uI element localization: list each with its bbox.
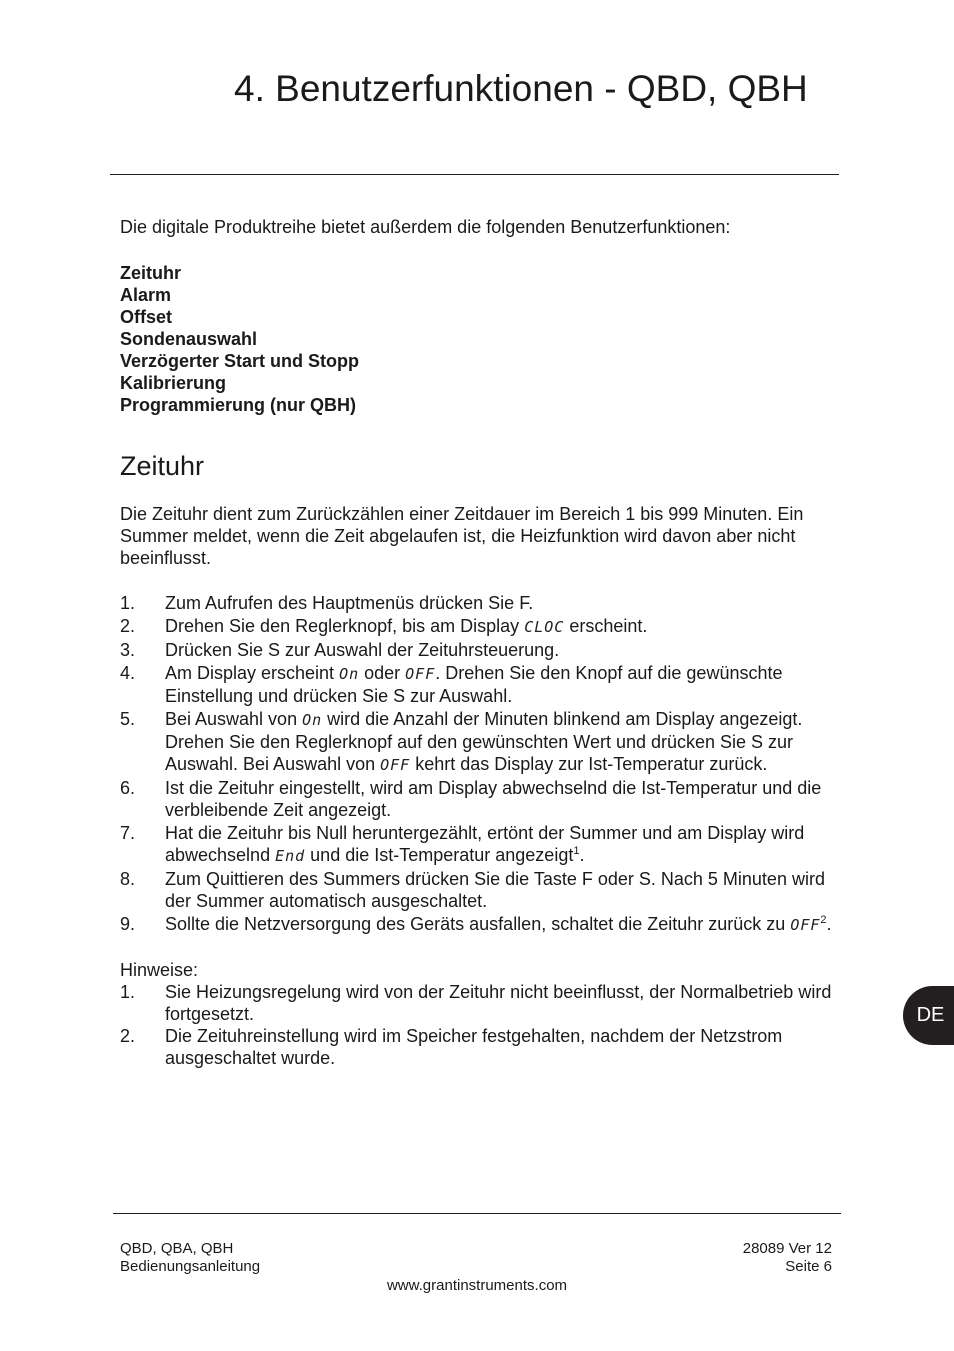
feature-item: Programmierung (nur QBH)	[120, 395, 357, 415]
notes-label: Hinweise:	[120, 960, 199, 980]
note-item	[120, 981, 840, 1025]
lcd-off-display: OFF	[380, 756, 411, 774]
step-item	[120, 708, 840, 776]
footer-doc-type: Bedienungsanleitung	[120, 1258, 261, 1275]
feature-item: Alarm	[120, 285, 172, 305]
step-text: .	[826, 914, 832, 934]
step-item	[120, 913, 840, 936]
step-number: 1.	[120, 593, 136, 613]
step-number: 5.	[120, 709, 136, 729]
step-text: Zum Aufrufen des Hauptmenüs drücken Sie F.	[165, 593, 534, 613]
steps-list	[120, 592, 840, 936]
lcd-off-display: OFF	[790, 916, 821, 934]
step-text: Bei Auswahl von	[165, 709, 303, 729]
note-text: Sie Heizungsregelung wird von der Zeituhr nicht beeinflusst, der Normalbetrieb wird fortgesetzt.	[165, 982, 832, 1024]
step-text: und die Ist-Temperatur angezeigt	[305, 845, 574, 865]
footer-right	[743, 1240, 832, 1276]
step-text: .	[579, 845, 585, 865]
step-item	[120, 592, 840, 614]
footer-page-number: Seite 6	[785, 1258, 832, 1275]
footnote-marker: 2	[820, 914, 827, 926]
note-text: Die Zeituhreinstellung wird im Speicher festgehalten, nachdem der Netzstrom ausgeschaltet wurde.	[165, 1026, 783, 1068]
lcd-on-display: On	[339, 665, 360, 683]
footer-left	[120, 1240, 260, 1276]
lcd-on-display: On	[302, 711, 323, 729]
footer-product: QBD, QBA, QBH	[120, 1240, 234, 1257]
footer-website[interactable]: www.grantinstruments.com	[386, 1277, 568, 1294]
note-number: 2.	[120, 1026, 136, 1046]
step-text: Sollte die Netzversorgung des Geräts ausfallen, schaltet die Zeituhr zurück zu	[165, 914, 791, 934]
step-text: Ist die Zeituhr eingestellt, wird am Display abwechselnd die Ist-Temperatur und die verbleibende Zeit angezeigt.	[165, 778, 822, 820]
footnote-marker: 1	[573, 845, 580, 857]
step-number: 9.	[120, 914, 136, 934]
step-item	[120, 639, 840, 661]
lcd-end-display: End	[275, 847, 306, 865]
feature-item: Offset	[120, 307, 173, 327]
header-divider	[110, 174, 839, 175]
step-number: 2.	[120, 616, 136, 636]
step-text: kehrt das Display zur Ist-Temperatur zurück.	[410, 754, 768, 774]
step-text: Hat die Zeituhr bis Null heruntergezählt, ertönt der Summer und am Display wird abwechselnd	[165, 823, 805, 865]
step-item	[120, 662, 840, 707]
section-paragraph: Die Zeituhr dient zum Zurückzählen einer Zeitdauer im Bereich 1 bis 999 Minuten. Ein Summer meldet, wenn die Zeit abgelaufen ist, die Heizfunktion wird davon aber nicht beeinflusst.	[120, 504, 804, 568]
feature-item: Sondenauswahl	[120, 329, 258, 349]
step-item	[120, 777, 840, 821]
step-text: Drehen Sie den Reglerknopf, bis am Display	[165, 616, 525, 636]
feature-item: Kalibrierung	[120, 373, 227, 393]
feature-item: Verzögerter Start und Stopp	[120, 351, 360, 371]
step-text: . Drehen Sie den Knopf auf die gewünschte Einstellung und drücken Sie S zur Auswahl.	[165, 663, 783, 706]
step-text: Am Display erscheint	[165, 663, 340, 683]
step-text: Zum Quittieren des Summers drücken Sie die Taste F oder S. Nach 5 Minuten wird der Summer automatisch ausgeschaltet.	[165, 869, 825, 911]
step-text: wird die Anzahl der Minuten blinkend am Display angezeigt. Drehen Sie den Reglerknopf auf den gewünschten Wert und drücken Sie S zur Auswahl. Bei Auswahl von	[165, 709, 803, 774]
note-item	[120, 1025, 840, 1069]
language-tab: DE	[903, 986, 954, 1045]
page-title: 4. Benutzerfunktionen - QBD, QBH	[234, 68, 808, 109]
footer-divider	[113, 1213, 841, 1214]
step-number: 3.	[120, 640, 136, 660]
section-heading: Zeituhr	[120, 451, 205, 481]
step-text: erscheint.	[564, 616, 648, 636]
step-text: oder	[359, 663, 406, 683]
lcd-off-display: OFF	[405, 665, 436, 683]
feature-list	[120, 262, 840, 416]
step-item	[120, 615, 840, 638]
step-number: 7.	[120, 823, 136, 843]
footer-doc-version: 28089 Ver 12	[742, 1240, 832, 1257]
step-number: 4.	[120, 663, 136, 683]
step-text: Drücken Sie S zur Auswahl der Zeituhrsteuerung.	[165, 640, 560, 660]
notes-list	[120, 981, 840, 1069]
step-item	[120, 822, 840, 867]
step-number: 8.	[120, 869, 136, 889]
intro-paragraph: Die digitale Produktreihe bietet außerdem die folgenden Benutzerfunktionen:	[120, 217, 731, 237]
step-item	[120, 868, 840, 912]
main-content	[120, 216, 840, 1069]
feature-item: Zeituhr	[120, 263, 181, 283]
lcd-cloc-display: CLOC	[524, 618, 565, 636]
note-number: 1.	[120, 982, 136, 1002]
step-number: 6.	[120, 778, 136, 798]
